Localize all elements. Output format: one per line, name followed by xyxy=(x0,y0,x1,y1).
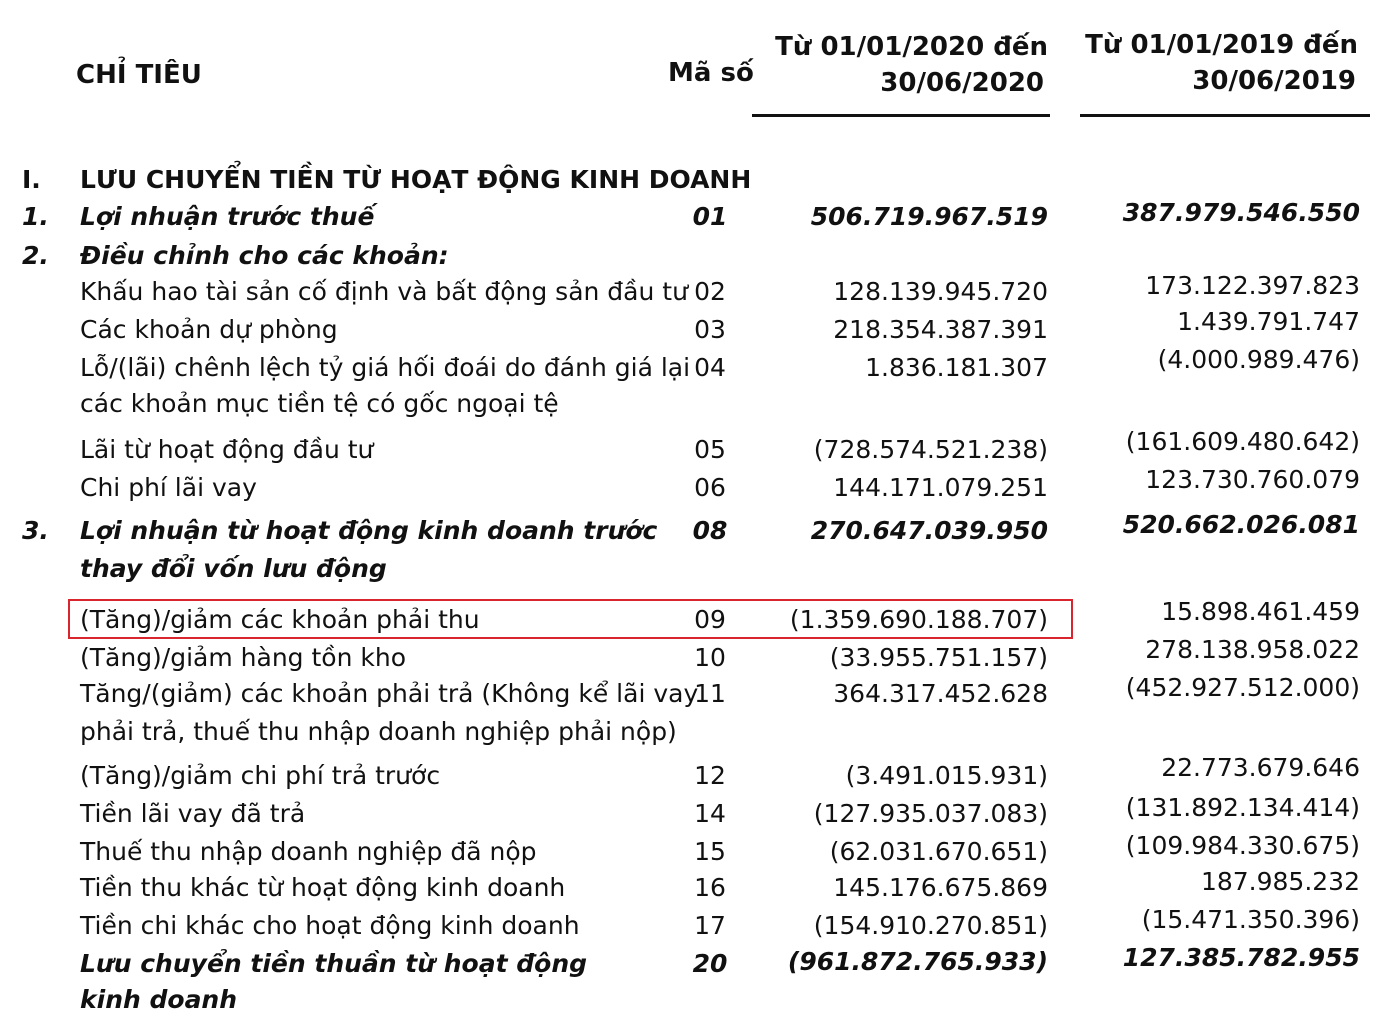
row-value-2019: (109.984.330.675) xyxy=(1125,831,1360,860)
row-label: Các khoản dự phòng xyxy=(80,315,338,344)
row-value-2020: (33.955.751.157) xyxy=(829,643,1048,672)
row-label-line1: Lợi nhuận từ hoạt động kinh doanh trước xyxy=(80,516,658,545)
row-value-2020: 506.719.967.519 xyxy=(810,202,1048,231)
row-label: (Tăng)/giảm các khoản phải thu xyxy=(80,605,480,634)
row-label-line2: phải trả, thuế thu nhập doanh nghiệp phải nộp) xyxy=(80,717,677,746)
row-value-2020: (127.935.037.083) xyxy=(813,799,1048,828)
row-label-line1: Lỗ/(lãi) chênh lệch tỷ giá hối đoái do đánh giá lại xyxy=(80,353,691,382)
row-label: Tiền thu khác từ hoạt động kinh doanh xyxy=(80,873,566,902)
row-code: 14 xyxy=(694,799,726,828)
row-number: 3. xyxy=(22,516,49,545)
row-label: Tiền lãi vay đã trả xyxy=(80,799,306,828)
row-code: 16 xyxy=(694,873,726,902)
row-value-2020: 128.139.945.720 xyxy=(833,277,1048,306)
row-code: 17 xyxy=(694,911,726,940)
row-code: 11 xyxy=(694,679,726,708)
row-code: 12 xyxy=(694,761,726,790)
row-value-2020: 1.836.181.307 xyxy=(865,353,1048,382)
column-header-2020-underline xyxy=(752,114,1050,117)
row-label-line1: Tăng/(giảm) các khoản phải trả (Không kể lãi vay xyxy=(80,679,699,708)
row-value-2020: (961.872.765.933) xyxy=(787,947,1048,976)
row-code: 01 xyxy=(692,202,728,231)
row-value-2019: (15.471.350.396) xyxy=(1141,905,1360,934)
row-number: 2. xyxy=(22,241,49,270)
row-label: (Tăng)/giảm hàng tồn kho xyxy=(80,643,407,672)
row-value-2019: 127.385.782.955 xyxy=(1122,943,1360,972)
row-value-2020: 144.171.079.251 xyxy=(833,473,1048,502)
row-code: 06 xyxy=(694,473,726,502)
row-value-2020: (154.910.270.851) xyxy=(813,911,1048,940)
row-value-2019: (452.927.512.000) xyxy=(1125,673,1360,702)
row-value-2019: 520.662.026.081 xyxy=(1122,510,1360,539)
row-value-2020: 270.647.039.950 xyxy=(810,516,1048,545)
row-label: (Tăng)/giảm chi phí trả trước xyxy=(80,761,441,790)
row-value-2019: (4.000.989.476) xyxy=(1157,345,1360,374)
row-label: Lãi từ hoạt động đầu tư xyxy=(80,435,374,464)
column-header-2019-line1: Từ 01/01/2019 đến xyxy=(1085,30,1358,60)
row-number: I. xyxy=(22,165,41,194)
row-value-2019: 187.985.232 xyxy=(1200,867,1360,896)
row-value-2019: 173.122.397.823 xyxy=(1145,271,1360,300)
row-label: Khấu hao tài sản cố định và bất động sản đầu tư xyxy=(80,277,688,306)
row-label-line2: thay đổi vốn lưu động xyxy=(80,554,387,583)
row-label: LƯU CHUYỂN TIỀN TỪ HOẠT ĐỘNG KINH DOANH xyxy=(80,165,752,194)
column-header-2020-line2: 30/06/2020 xyxy=(880,68,1044,98)
row-value-2020: (3.491.015.931) xyxy=(845,761,1048,790)
row-value-2019: 22.773.679.646 xyxy=(1161,753,1360,782)
row-label: Tiền chi khác cho hoạt động kinh doanh xyxy=(80,911,580,940)
row-code: 02 xyxy=(694,277,726,306)
column-header-2019-line2: 30/06/2019 xyxy=(1192,66,1356,96)
row-code: 08 xyxy=(692,516,728,545)
row-code: 20 xyxy=(692,949,728,978)
row-value-2019: 1.439.791.747 xyxy=(1177,307,1360,336)
row-code: 10 xyxy=(694,643,726,672)
row-value-2020: 218.354.387.391 xyxy=(833,315,1048,344)
row-value-2019: 278.138.958.022 xyxy=(1145,635,1360,664)
row-value-2019: 123.730.760.079 xyxy=(1145,465,1360,494)
row-label-line2: kinh doanh xyxy=(80,985,238,1014)
row-value-2020: (62.031.670.651) xyxy=(829,837,1048,866)
row-label: Chi phí lãi vay xyxy=(80,473,257,502)
row-value-2019: (131.892.134.414) xyxy=(1125,793,1360,822)
row-value-2020: 364.317.452.628 xyxy=(833,679,1048,708)
row-value-2020: (1.359.690.188.707) xyxy=(789,605,1048,634)
row-value-2020: (728.574.521.238) xyxy=(813,435,1048,464)
row-value-2020: 145.176.675.869 xyxy=(833,873,1048,902)
row-label-line1: Lưu chuyển tiền thuần từ hoạt động xyxy=(80,949,588,978)
row-code: 03 xyxy=(694,315,726,344)
column-header-2019-underline xyxy=(1080,114,1370,117)
column-header-code: Mã số xyxy=(668,58,754,88)
row-code: 04 xyxy=(694,353,726,382)
row-label: Lợi nhuận trước thuế xyxy=(80,202,375,231)
row-code: 09 xyxy=(694,605,726,634)
column-header-label: CHỈ TIÊU xyxy=(76,60,202,90)
row-label: Thuế thu nhập doanh nghiệp đã nộp xyxy=(80,837,537,866)
row-code: 05 xyxy=(694,435,726,464)
row-label: Điều chỉnh cho các khoản: xyxy=(80,241,449,270)
row-label-line2: các khoản mục tiền tệ có gốc ngoại tệ xyxy=(80,389,559,418)
row-code: 15 xyxy=(694,837,726,866)
row-value-2019: 387.979.546.550 xyxy=(1122,198,1360,227)
column-header-2020-line1: Từ 01/01/2020 đến xyxy=(775,32,1048,62)
row-value-2019: 15.898.461.459 xyxy=(1161,597,1360,626)
row-value-2019: (161.609.480.642) xyxy=(1125,427,1360,456)
row-number: 1. xyxy=(22,202,49,231)
